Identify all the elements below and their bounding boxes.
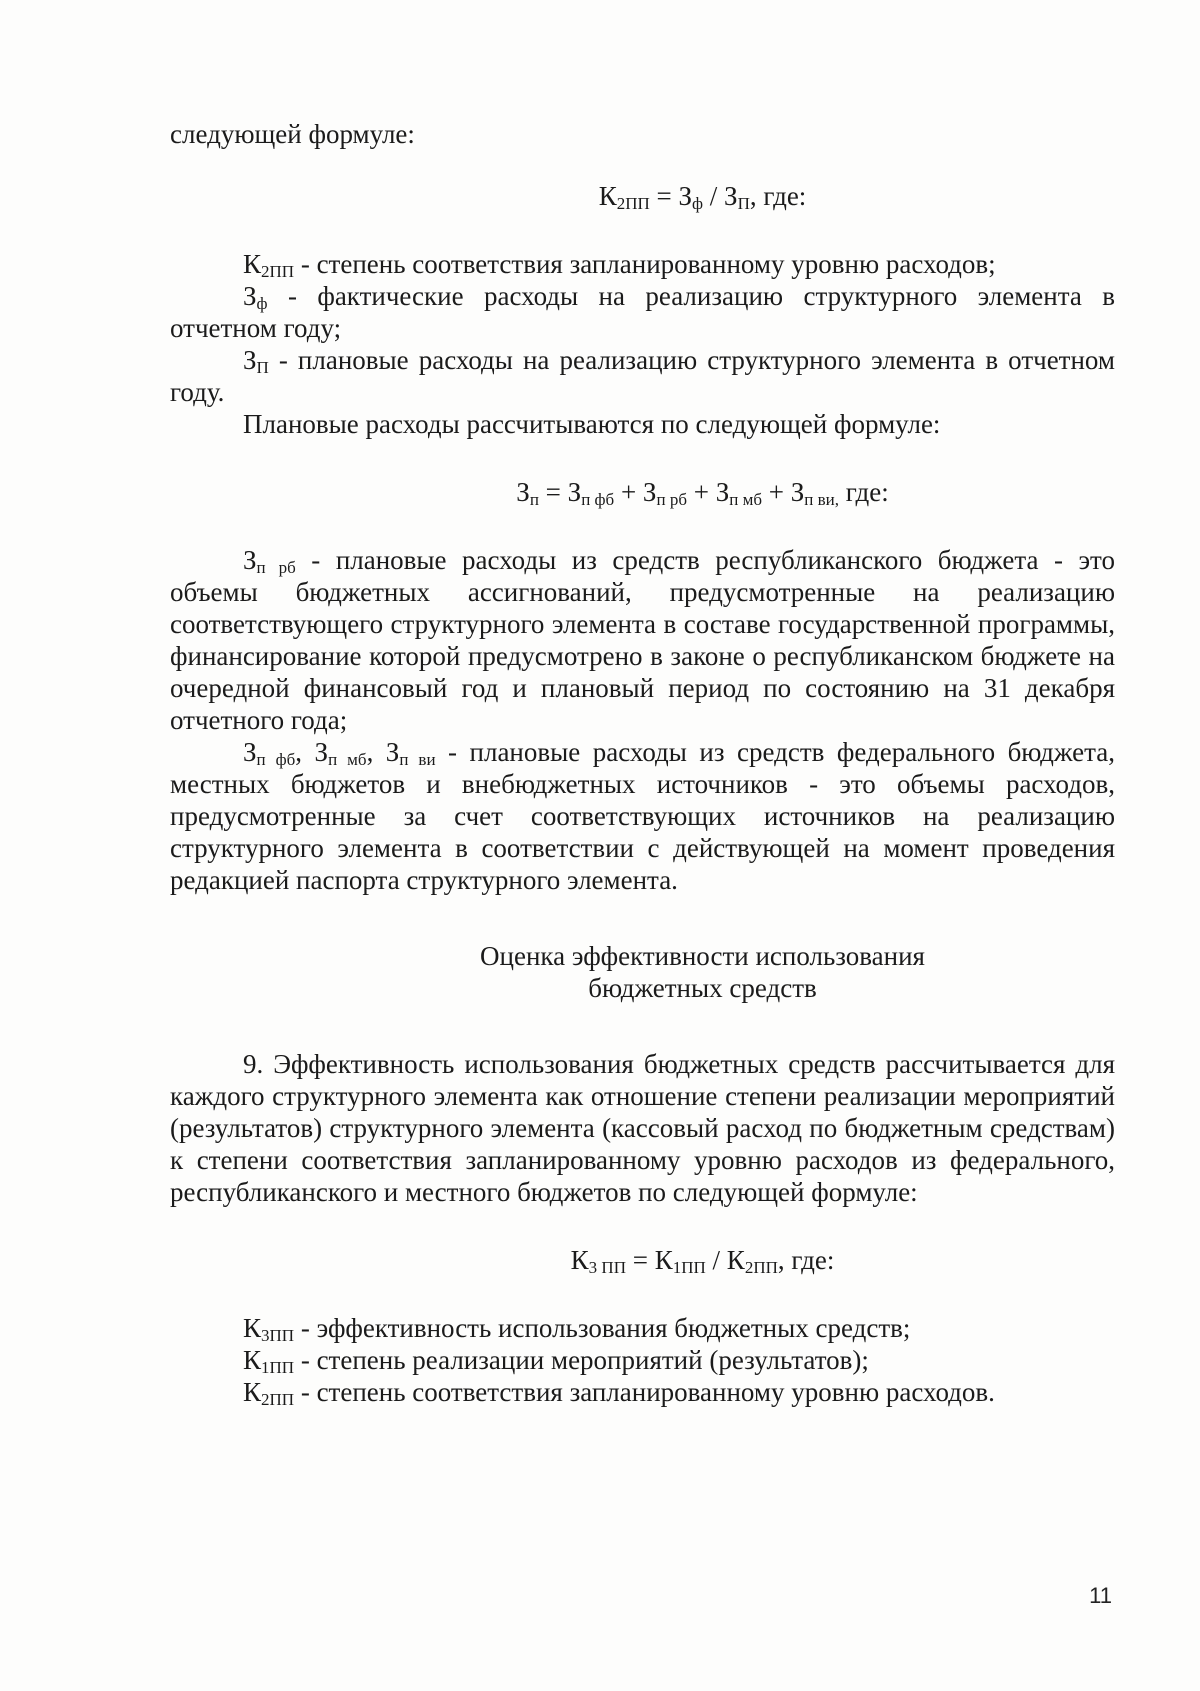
definition-k3pp: $К_{3ПП}$ - эффективность использования бюджетных средств;	[243, 1313, 911, 1345]
formula-zp: $З_п = З_{п фб} + З_{п рб} + З_{п мб} + З_{п ви,}$ где:	[516, 477, 889, 509]
definition-zpfb-zpmb-zpvi: $З_{п фб}$, $З_{п мб}$, $З_{п ви}$ - плановые расходы из средств федерального бюджета, местных бюджетов и внебюджетных источников - это объемы расходов, предусмотренные за счет соответствующих источников на реализацию структурного элемента в соответствии с действующей на момент проведения редакцией паспорта структурного элемента.	[170, 737, 1115, 895]
paragraph-9: 9. Эффективность использования бюджетных средств рассчитывается для каждого структурного элемента как отношение степени реализации мероприятий (результатов) структурного элемента (кассовый расход по бюджетным средствам) к степени соответствия запланированному уровню расходов из федерального, республиканского и местного бюджетов по следующей формуле:	[170, 1049, 1115, 1207]
page-number: 11	[1089, 1583, 1112, 1608]
page-content	[170, 118, 1115, 1408]
section-heading-line1: Оценка эффективности использования	[480, 941, 925, 971]
formula-k2pp: $К_{2ПП} = З_ф / З_П$, где:	[598, 181, 807, 213]
plan-intro-text: Плановые расходы рассчитываются по следующей формуле:	[243, 409, 941, 439]
section-heading-line2: бюджетных средств	[588, 973, 817, 1003]
definition-zprb: $З_{п рб}$ - плановые расходы из средств республиканского бюджета - это объемы бюджетных ассигнований, предусмотренные на реализацию соответствующего структурного элемента в составе государственной программы, финансирование которой предусмотрено в законе о республиканском бюджете на очередной финансовый год и плановый период по состоянию на 31 декабря отчетного года;	[170, 545, 1115, 735]
formula-k3pp: $К_{3 ПП} = К_{1ПП} / К_{2ПП}$, где:	[570, 1245, 835, 1277]
intro-text: следующей формуле:	[170, 119, 415, 149]
definition-zp: $З_П$ - плановые расходы на реализацию структурного элемента в отчетном году.	[170, 345, 1115, 407]
definition-zf: $З_ф$ - фактические расходы на реализацию структурного элемента в отчетном году;	[170, 281, 1115, 343]
definition-k2pp-final: $К_{2ПП}$ - степень соответствия запланированному уровню расходов.	[243, 1377, 995, 1409]
definition-k2pp: $К_{2ПП}$ - степень соответствия запланированному уровню расходов;	[243, 249, 996, 281]
definition-k1pp: $К_{1ПП}$ - степень реализации мероприятий (результатов);	[243, 1345, 869, 1377]
